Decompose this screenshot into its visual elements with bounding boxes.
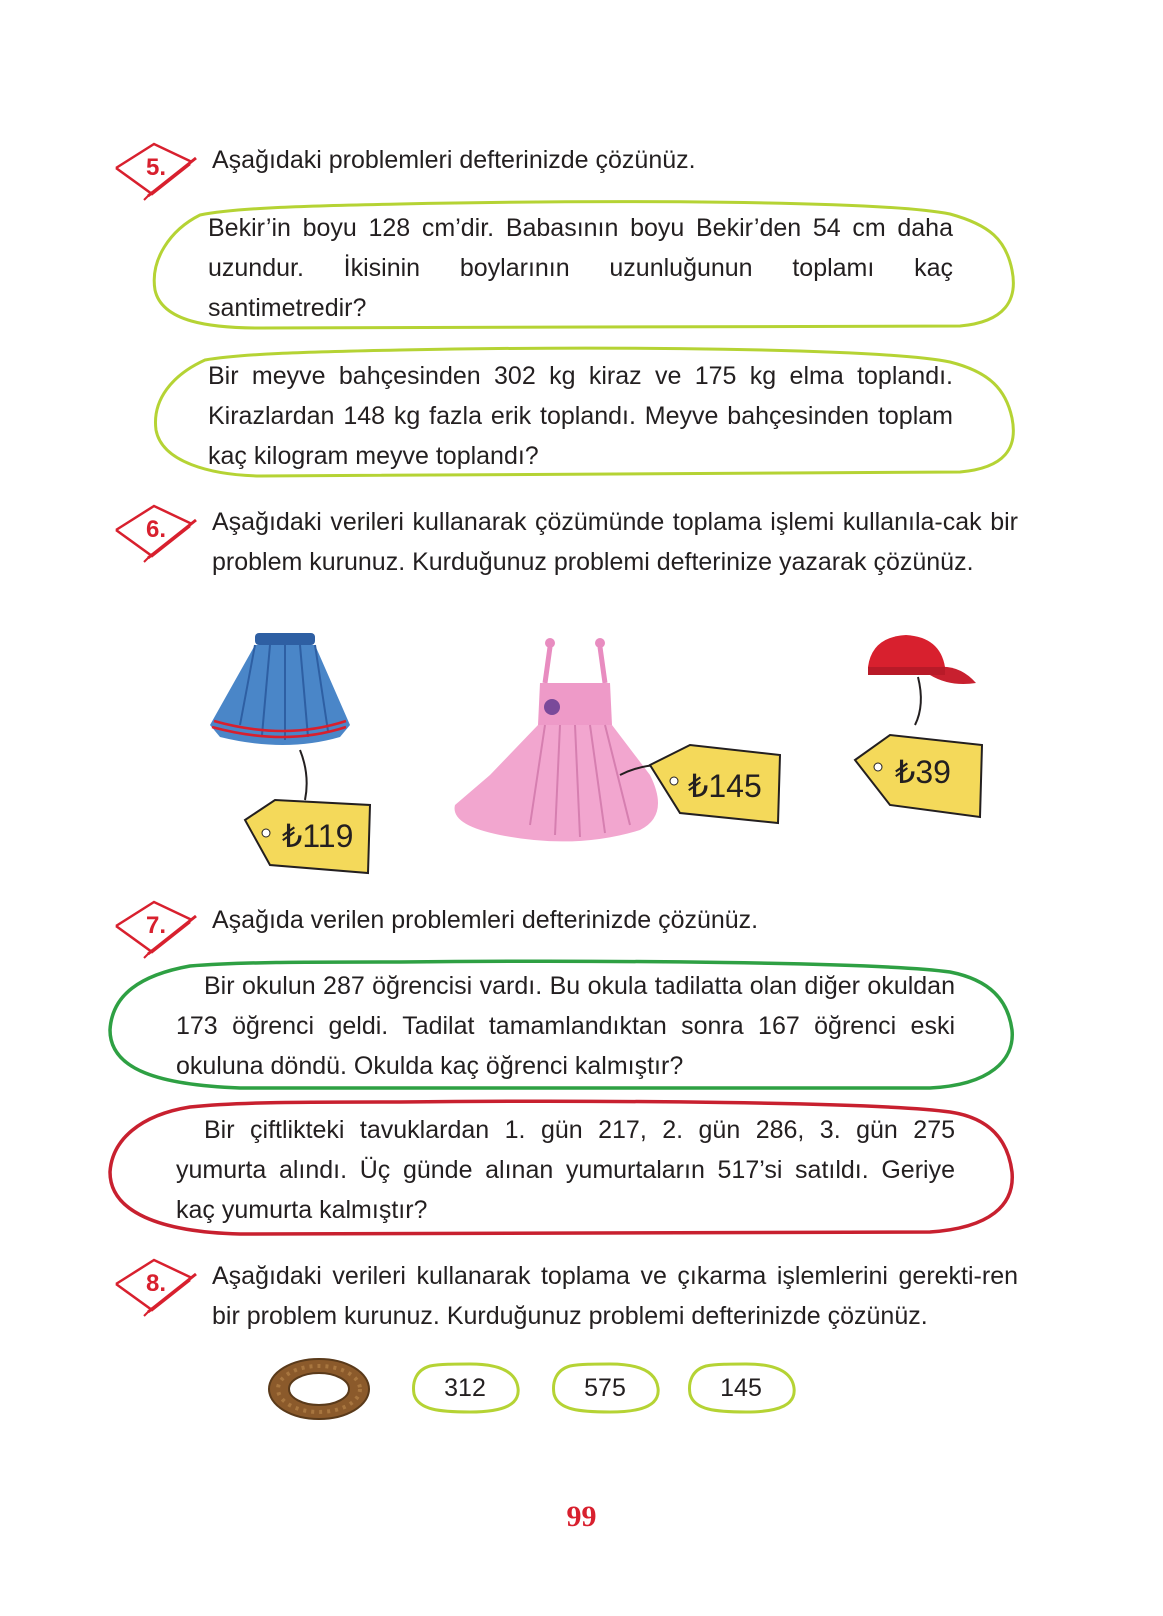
q5-problem-1: Bekir’in boyu 128 cm’dir. Babasının boyu Bekir’den 54 cm daha uzundur. İkisinin boylarının uzunluğunun toplamı kaç santimetredir? — [208, 214, 953, 322]
question-6-badge — [110, 496, 200, 566]
question-number: 6. — [145, 516, 166, 543]
question-6-instruction: Aşağıdaki verileri kullanarak çözümünde toplama işlemi kullanıla-cak bir problem kurunuz. Kurduğunuz problemi defterinize yazarak çözünüz. — [212, 508, 1018, 576]
value-oval-3 — [686, 1360, 798, 1416]
price-cap: ₺39 — [895, 754, 951, 790]
question-8-instruction: Aşağıdaki verileri kullanarak toplama ve çıkarma işlemlerini gerekti-ren bir problem kurunuz. Kurduğunuz problemi defterinizde çözünüz. — [212, 1262, 1018, 1330]
price-dress: ₺145 — [688, 768, 762, 804]
dress-icon — [455, 638, 700, 841]
value-oval-1 — [410, 1360, 522, 1416]
q7-problem-1: Bir okulun 287 öğrencisi vardı. Bu okula tadilatta olan diğer okuldan 173 öğrenci geldi. Tadilat tamamlandıktan sonra 167 öğrenci eski okuluna döndü. Okulda kaç öğrenci kalmıştır? — [176, 972, 955, 1080]
clothing-illustrations — [200, 625, 1000, 895]
value-oval-2 — [550, 1360, 662, 1416]
page-number: 99 — [566, 1500, 597, 1533]
question-number: 7. — [145, 912, 166, 939]
question-5-badge — [110, 134, 200, 204]
price-skirt: ₺119 — [282, 818, 354, 854]
question-7-badge — [110, 892, 200, 962]
value-312: 312 — [444, 1374, 486, 1402]
simit-icon — [265, 1355, 375, 1425]
cap-icon — [868, 635, 976, 725]
question-7-instruction: Aşağıda verilen problemleri defterinizde çözünüz. — [212, 906, 759, 934]
value-575: 575 — [584, 1374, 626, 1402]
q7-problem-2: Bir çiftlikteki tavuklardan 1. gün 217, 2. gün 286, 3. gün 275 yumurta alındı. Üç günde alınan yumurtaların 517’si satıldı. Geriye kaç yumurta kalmıştır? — [176, 1116, 955, 1224]
q5-problem-2: Bir meyve bahçesinden 302 kg kiraz ve 175 kg elma toplandı. Kirazlardan 148 kg fazla erik toplandı. Meyve bahçesinden toplam kaç kilogram meyve toplandı? — [208, 362, 953, 470]
price-tag — [245, 800, 370, 873]
value-145: 145 — [720, 1374, 762, 1402]
question-5-instruction: Aşağıdaki problemleri defterinizde çözünüz. — [212, 146, 696, 174]
question-number: 8. — [145, 1270, 166, 1297]
question-8-badge — [110, 1250, 200, 1320]
price-tag — [855, 735, 982, 817]
question-number: 5. — [145, 154, 166, 181]
price-tag — [650, 745, 780, 823]
skirt-icon — [210, 633, 350, 800]
